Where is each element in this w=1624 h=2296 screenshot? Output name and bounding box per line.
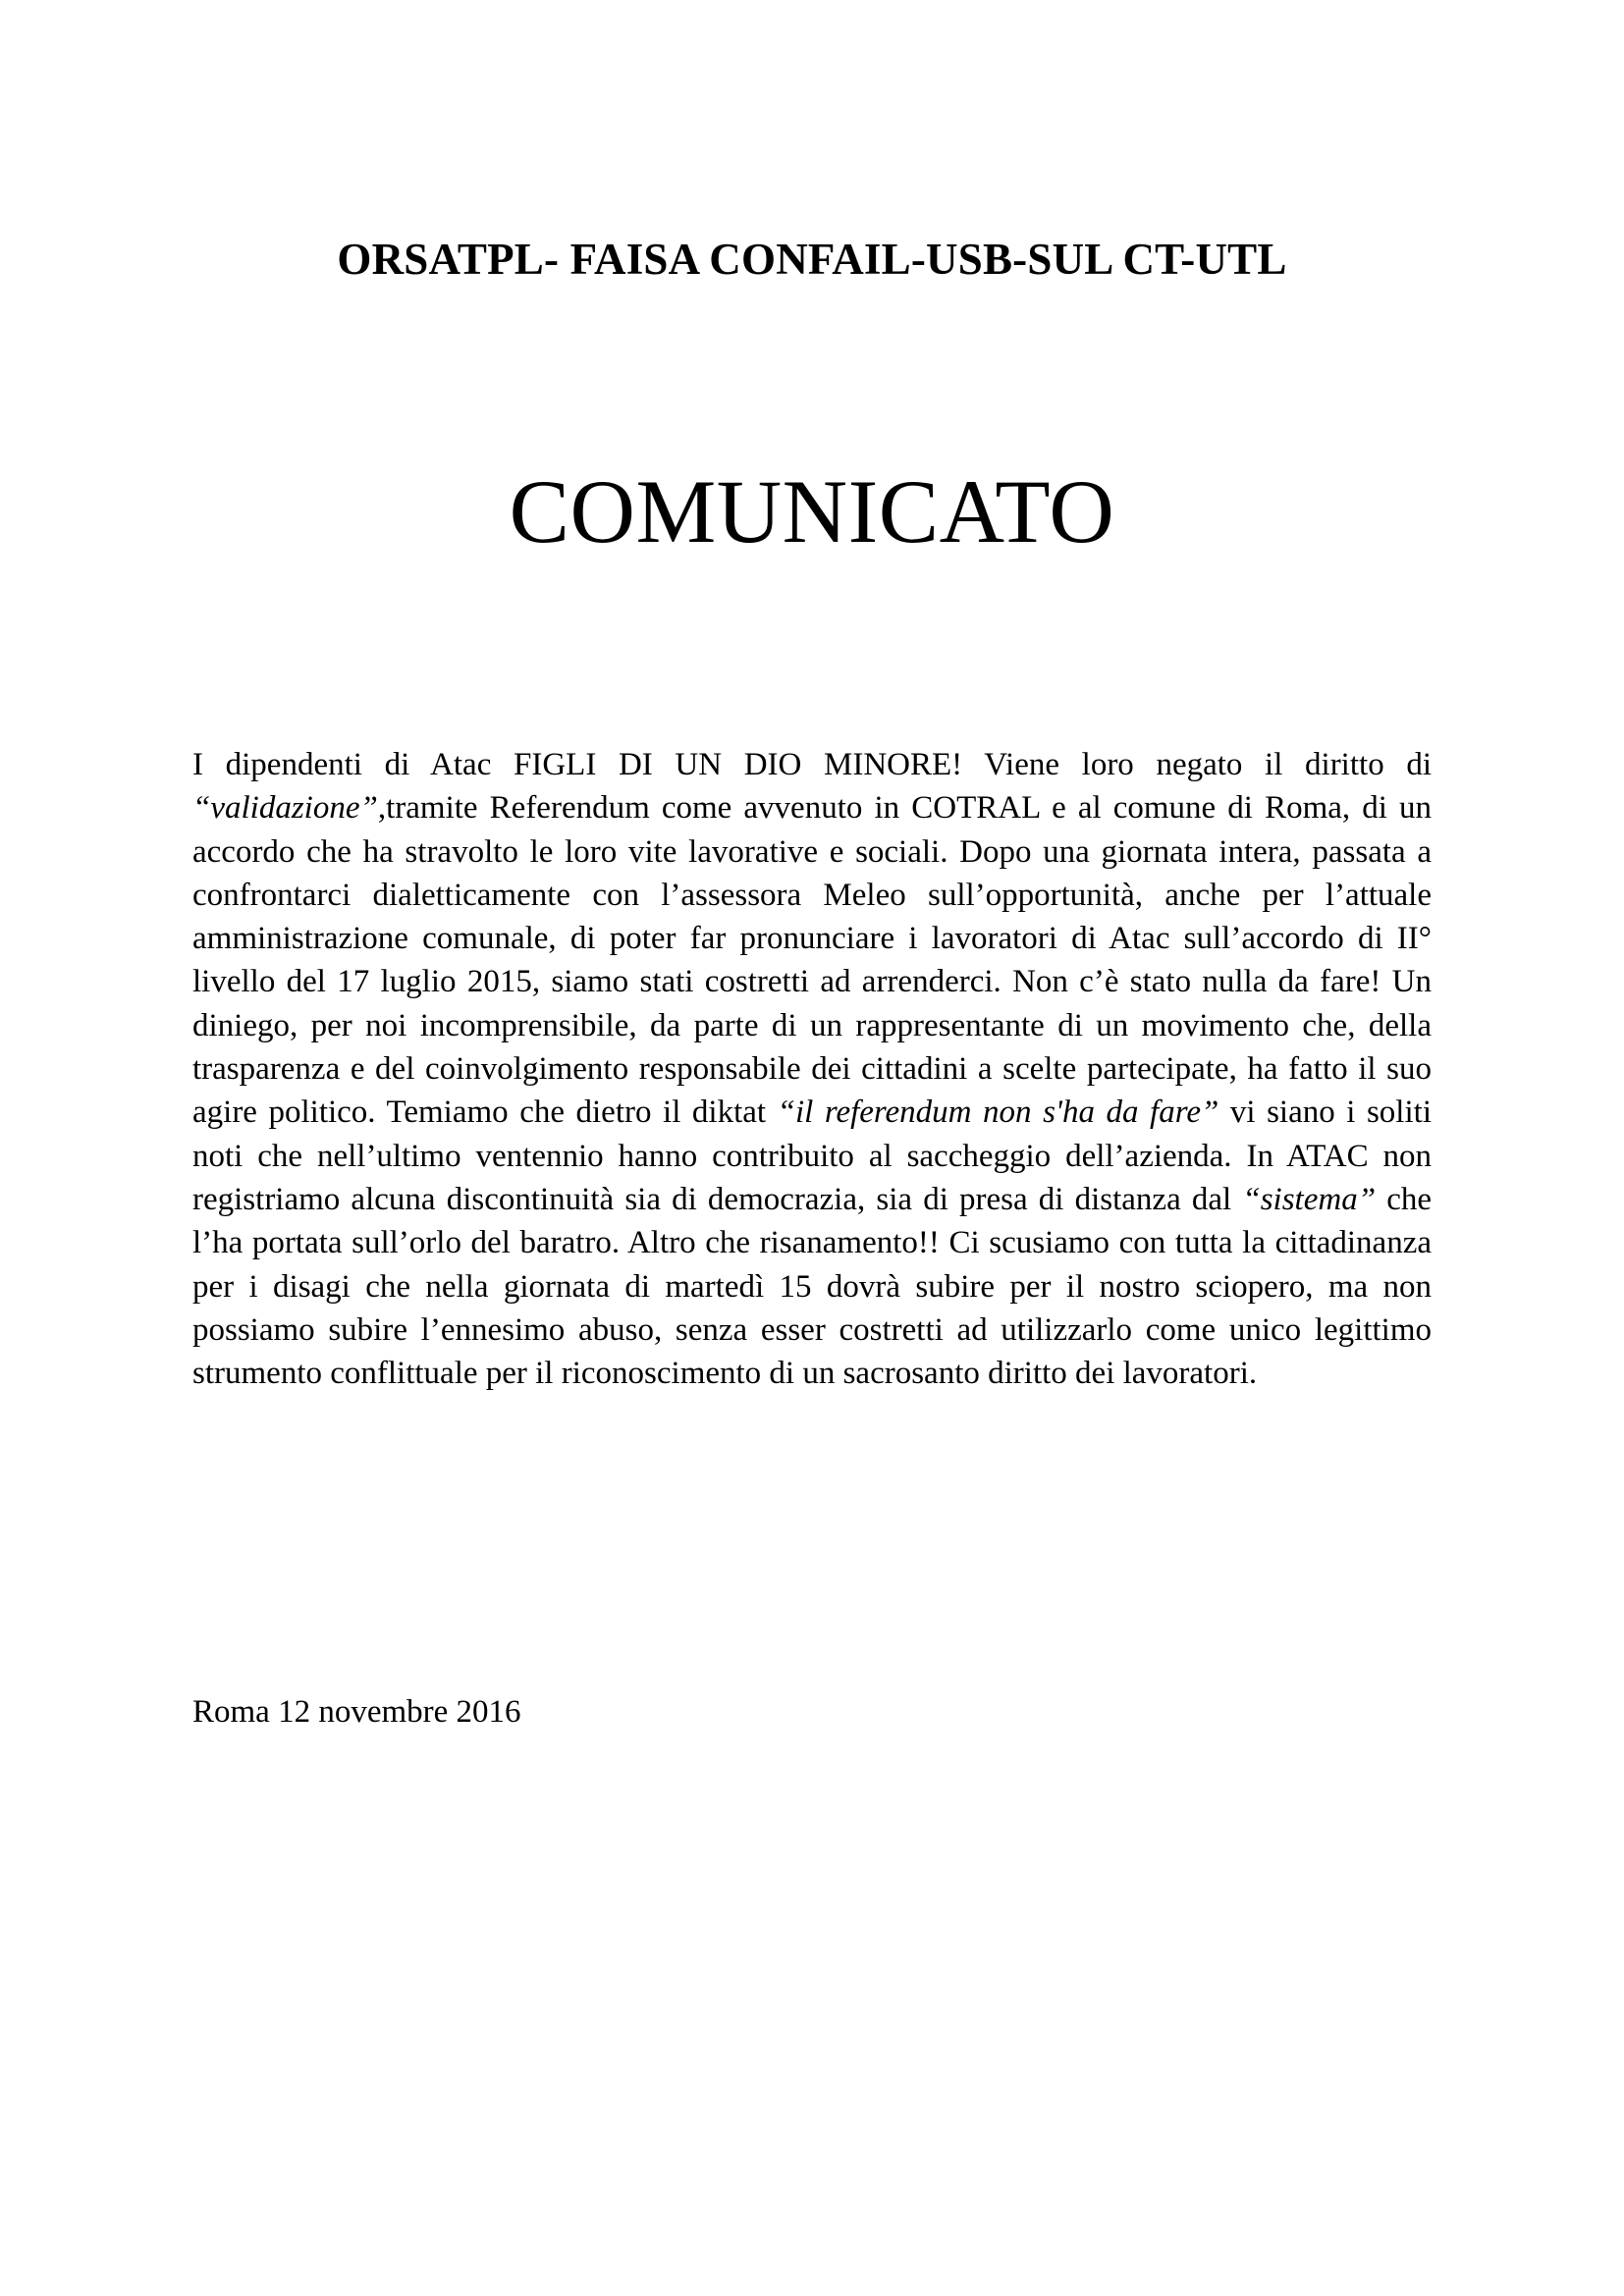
document-title: COMUNICATO — [509, 461, 1115, 561]
date-line: Roma 12 novembre 2016 — [192, 1694, 521, 1730]
body-text-italic-segment: “il referendum non s'ha da fare” — [777, 1095, 1219, 1131]
body-paragraph — [192, 743, 1432, 1395]
body-text-segment: che l’ha portata sull’orlo del baratro. Altro che risanamento!! Ci scusiamo con tutta la cittadinanza per i disagi che nella giornata di martedì 15 dovrà subire per il nostro sciopero, ma non possiamo subire l’ennesimo abuso, senza esser costretti ad utilizzarlo come unico legittimo strumento conflittuale per il riconoscimento di un sacrosanto diritto dei lavoratori. — [192, 1181, 1433, 1392]
body-text-italic-segment: “sistema” — [1242, 1181, 1377, 1217]
body-text-segment: vi siano i soliti noti che nell’ultimo ventennio hanno contribuito al saccheggio dell’azienda. In ATAC non registriamo alcuna discontinuità sia di democrazia, sia di presa di distanza dal — [192, 1095, 1432, 1217]
unions-header: ORSATPL- FAISA CONFAIL-USB-SUL CT-UTL — [337, 235, 1287, 284]
body-text-segment: ,tramite Referendum come avvenuto in COTRAL e al comune di Roma, di un accordo che ha stravolto le loro vite lavorative e sociali. Dopo una giornata intera, passata a confrontarci dialetticamente con l’assessora Meleo sull’opportunità, anche per l’attuale amministrazione comunale, di poter far pronunciare i lavoratori di Atac sull’accordo di II° livello del 17 luglio 2015, siamo stati costretti ad arrenderci. Non c’è stato nulla da fare! Un diniego, per noi incomprensibile, da parte di un rappresentante di un movimento che, della trasparenza e del coinvolgimento responsabile dei cittadini a scelte partecipate, ha fatto il suo agire politico. Temiamo che dietro il diktat — [192, 790, 1432, 1131]
body-text-segment: I dipendenti di Atac FIGLI DI UN DIO MINORE! Viene loro negato il diritto di — [192, 747, 1432, 782]
body-text-italic-segment: “validazione” — [192, 790, 378, 827]
